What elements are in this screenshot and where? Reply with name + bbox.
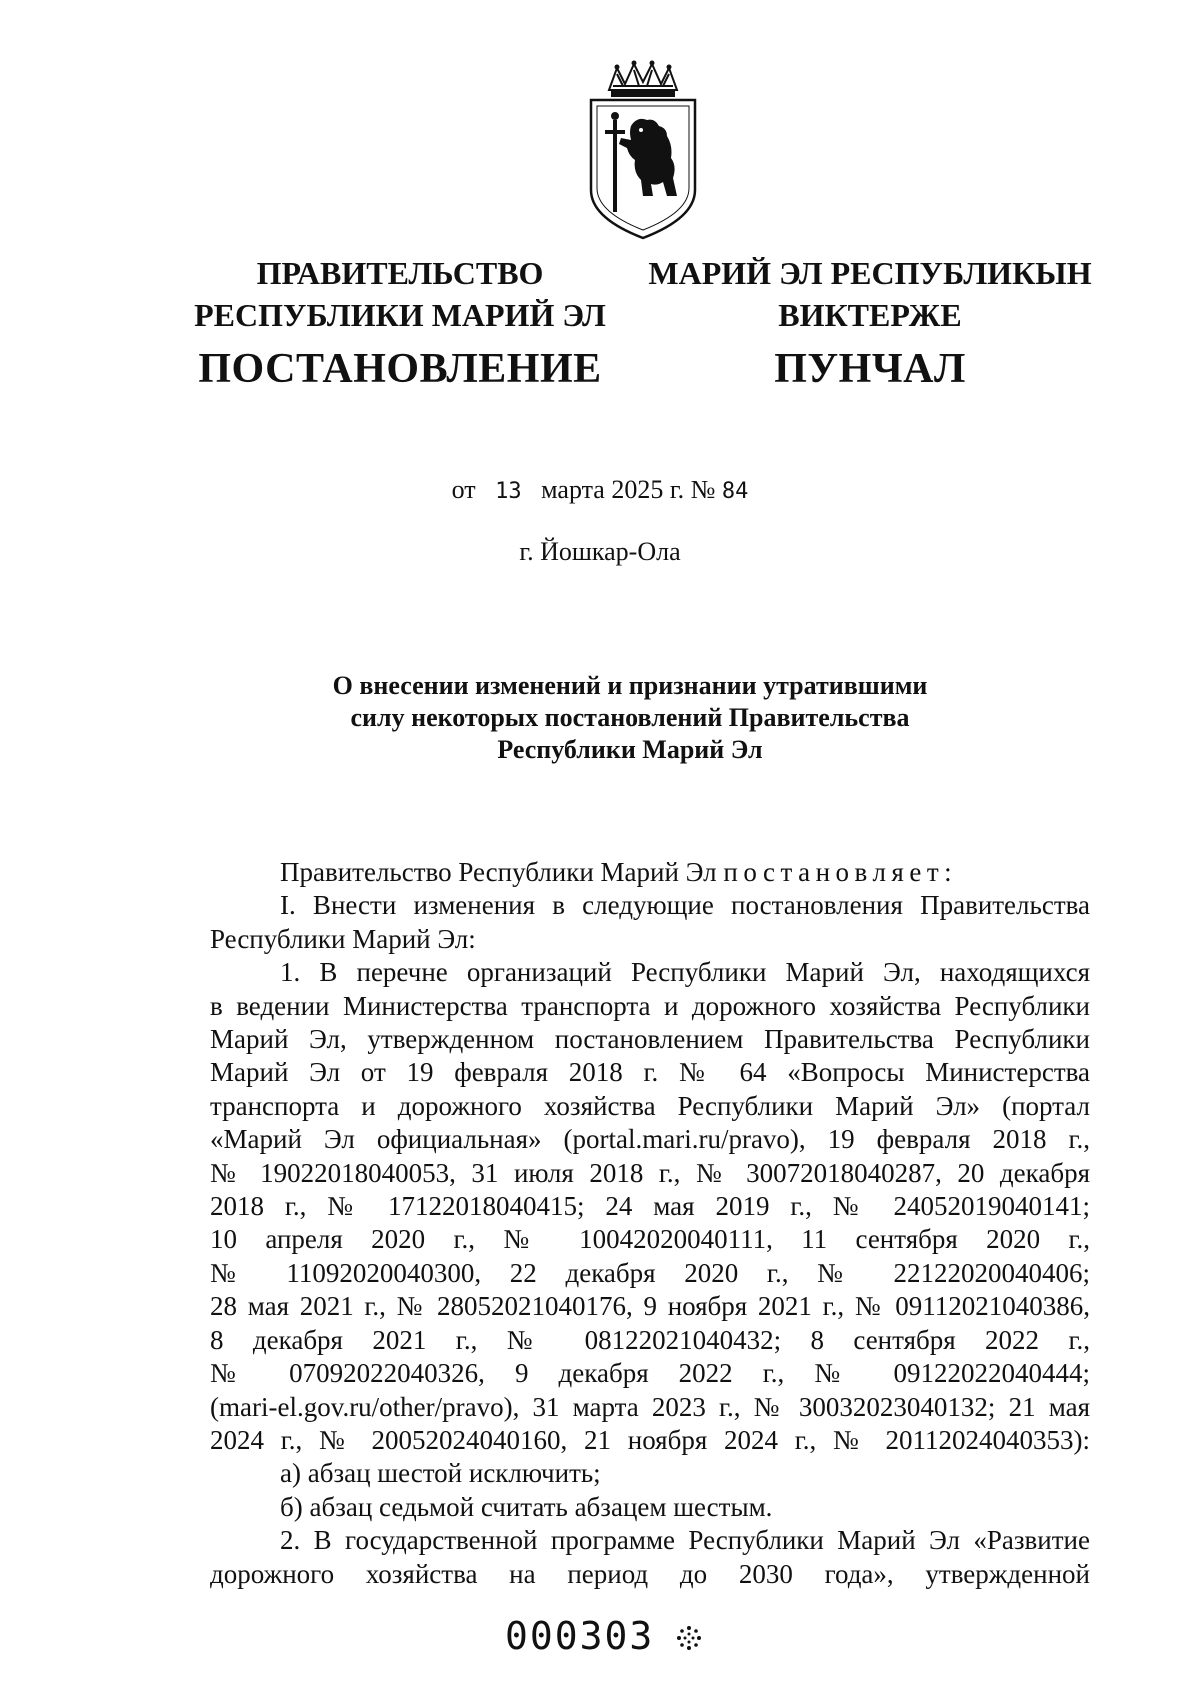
date-month-year: марта 2025 г. №	[541, 475, 716, 504]
document-body	[210, 856, 1090, 1591]
document-number: 84	[721, 479, 749, 504]
body-line: Марий Эл от 19 февраля 2018 г. № 64 «Вопросы Министерства	[210, 1057, 1090, 1088]
document-title	[200, 670, 1060, 766]
body-line: 2018 г., № 17122018040415; 24 мая 2019 г., № 24052019040141;	[210, 1191, 1090, 1222]
header-right-line2: ВИКТЕРЖЕ	[778, 297, 962, 333]
body-line: 10 апреля 2020 г., № 10042020040111, 11 сентября 2020 г.,	[210, 1224, 1090, 1255]
header-left-line1: ПРАВИТЕЛЬСТВО	[256, 255, 544, 291]
date-prefix: от	[451, 475, 476, 504]
body-line: «Марий Эл официальная» (portal.mari.ru/pravo), 19 февраля 2018 г.,	[210, 1124, 1090, 1155]
body-line: (mari-el.gov.ru/other/pravo), 31 марта 2023 г., № 30032023040132; 21 мая	[210, 1391, 1090, 1422]
body-line: 2. В государственной программе Республики Марий Эл «Развитие	[280, 1525, 1090, 1556]
intro-spaced-word: постановляет:	[723, 857, 958, 887]
body-line: № 11092020040300, 22 декабря 2020 г., № 22122020040406;	[210, 1257, 1090, 1288]
header-left-line2: РЕСПУБЛИКИ МАРИЙ ЭЛ	[194, 297, 606, 333]
body-line: № 07092022040326, 9 декабря 2022 г., № 09122022040444;	[210, 1358, 1090, 1389]
body-line: б) абзац седьмой считать абзацем шестым.	[280, 1491, 773, 1522]
body-line: транспорта и дорожного хозяйства Республики Марий Эл» (портал	[210, 1090, 1090, 1121]
body-line: 1. В перечне организаций Республики Марий Эл, находящихся	[280, 957, 1090, 988]
body-line: Марий Эл, утвержденном постановлением Правительства Республики	[210, 1024, 1090, 1055]
body-line: 8 декабря 2021 г., № 08122021040432; 8 сентября 2022 г.,	[210, 1324, 1090, 1355]
header-left-title: ПОСТАНОВЛЕНИЕ	[198, 346, 602, 392]
body-line: Республики Марий Эл:	[210, 923, 476, 954]
header-right-line1: МАРИЙ ЭЛ РЕСПУБЛИКЫН	[648, 255, 1092, 291]
dotted-asterisk-icon	[676, 1625, 702, 1651]
header-right-title: ПУНЧАЛ	[774, 346, 966, 392]
body-line: дорожного хозяйства на период до 2030 года», утвержденной	[210, 1558, 1090, 1589]
body-line: 2024 г., № 20052024040160, 21 ноября 2024 г., № 20112024040353):	[210, 1424, 1090, 1455]
title-line: О внесении изменений и признании утратившими	[332, 671, 928, 700]
intro-text: Правительство Республики Марий Эл	[280, 857, 724, 887]
body-line: № 19022018040053, 31 июля 2018 г., № 30072018040287, 20 декабря	[210, 1157, 1090, 1188]
coat-of-arms-icon	[587, 60, 699, 240]
body-line: в ведении Министерства транспорта и дорожного хозяйства Республики	[210, 990, 1090, 1021]
body-line: а) абзац шестой исключить;	[280, 1458, 601, 1489]
title-line: силу некоторых постановлений Правительства	[350, 703, 910, 732]
page-code: 000303	[505, 1614, 655, 1658]
date-day: 13	[495, 479, 522, 504]
title-line: Республики Марий Эл	[497, 735, 763, 764]
body-line: 28 мая 2021 г., № 28052021040176, 9 ноября 2021 г., № 09112021040386,	[210, 1291, 1090, 1322]
body-line: I. Внести изменения в следующие постановления Правительства	[280, 890, 1090, 921]
document-city: г. Йошкар-Ола	[519, 537, 681, 566]
intro-paragraph	[210, 856, 1090, 889]
document-date	[0, 474, 1200, 508]
